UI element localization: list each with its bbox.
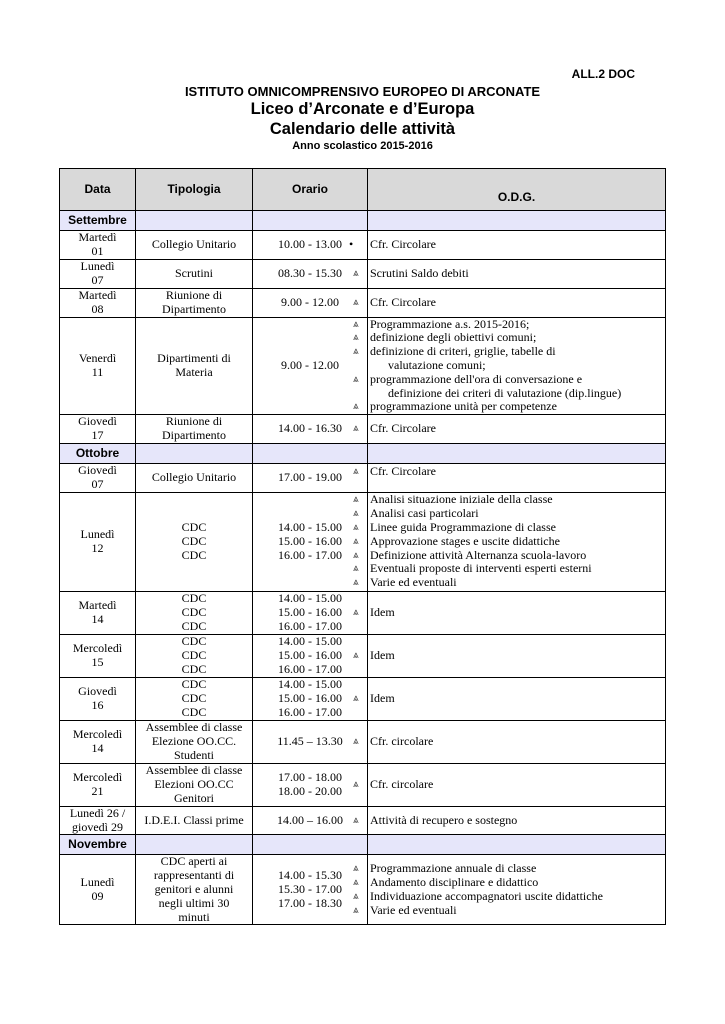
tipologia-cell-line: CDC [181,591,207,606]
odg-cell [353,720,666,763]
bullet-arrow-icon: ⩓ [353,535,359,547]
month-row-cell [368,211,666,231]
month-label: Ottobre [60,444,136,464]
odg-cell [353,763,666,806]
table-row [60,855,666,925]
bullet-arrow-icon: ⩓ [353,494,359,506]
date-cell-line: Martedì [78,597,117,612]
tipologia-cell [136,231,253,260]
tipologia-cell-line: CDC [181,533,207,548]
odg-list [353,604,663,620]
date-cell [60,288,136,317]
odg-item [353,533,663,549]
orario-cell-line: 08.30 - 15.30 [278,265,342,280]
table-row [60,415,666,444]
bullet-arrow-icon: ⩓ [353,332,359,344]
date-cell-line: 08 [91,301,104,316]
date-cell [60,415,136,444]
tipologia-cell-line: CDC [181,604,207,619]
odg-item-text: Cfr. Circolare [370,464,436,479]
odg-item [353,861,663,876]
date-cell-line: 17 [91,428,104,443]
odg-cell [353,855,666,925]
odg-item [353,330,663,345]
odg-item [353,464,663,479]
orario-cell-line: 14.00 - 15.00 [278,591,342,606]
orario-cell [253,288,368,317]
month-label: Settembre [60,211,136,231]
bullet-arrow-icon: ⩓ [353,890,359,902]
date-cell-line: 14 [91,611,104,626]
table-row [60,763,666,806]
date-cell [60,720,136,763]
activities-calendar-table [59,168,666,925]
orario-cell [253,492,368,591]
odg-item-text: Varie ed eventuali [370,575,457,590]
odg-item [353,399,663,414]
odg-item [353,812,663,828]
orario-cell-line: 15.00 - 16.00 [278,647,342,662]
table-row [60,806,666,835]
orario-cell-line: 15.00 - 16.00 [278,533,342,548]
odg-item-text: Attività di recupero e sostegno [370,812,518,827]
date-cell-line: Giovedì [78,414,117,429]
odg-item [353,733,663,749]
odg-item [353,506,663,521]
tipologia-cell-line: CDC [181,618,207,633]
tipologia-cell [136,591,253,634]
bullet-arrow-icon: ⩓ [353,401,359,413]
odg-item-text: Programmazione annuale di classe [370,861,537,876]
odg-cell [353,259,666,288]
date-cell-line: giovedì 29 [72,819,123,834]
orario-cell-line: 16.00 - 17.00 [278,547,342,562]
date-cell [60,317,136,415]
odg-item [353,265,663,281]
table-row [60,677,666,720]
orario-cell-line: 15.00 - 16.00 [278,690,342,705]
tipologia-cell [136,806,253,835]
tipologia-cell-line: I.D.E.I. Classi prime [144,812,244,827]
tipologia-cell-line: CDC [181,677,207,692]
orario-cell [253,806,368,835]
odg-list [353,421,663,436]
odg-item-text: Idem [370,647,395,662]
month-row-cell [368,444,666,464]
date-cell-line: 12 [91,540,104,555]
odg-list [353,776,663,792]
odg-list [353,265,663,281]
table-row [60,634,666,677]
date-cell-line: Mercoledì [72,640,123,655]
date-cell [60,677,136,720]
orario-cell [253,855,368,925]
odg-item [353,371,663,401]
bullet-arrow-icon: ⩓ [353,814,359,826]
tipologia-cell-line: CDC [181,547,207,562]
orario-cell-line: 15.30 - 17.00 [278,881,342,896]
odg-item-text: Cfr. circolare [370,733,434,748]
tipologia-cell-line: rappresentanti di [153,868,235,883]
month-row-cell [368,835,666,855]
orario-cell [253,259,368,288]
bullet-arrow-icon: ⩓ [353,577,359,589]
date-cell-line: Martedì [78,287,117,302]
table-row [60,720,666,763]
odg-item [349,236,663,252]
date-cell-line: 14 [91,740,104,755]
odg-item-text: Varie ed eventuali [370,902,457,917]
odg-item-text: Idem [370,690,395,705]
tipologia-cell [136,259,253,288]
tipologia-cell [136,634,253,677]
odg-cell [353,677,666,720]
date-cell-line: 01 [91,243,104,258]
date-cell [60,591,136,634]
odg-cell [353,492,666,591]
tipologia-cell [136,415,253,444]
tipologia-cell-line: Riunione di [165,287,223,302]
orario-cell [253,634,368,677]
odg-list [349,236,663,252]
odg-item [353,575,663,590]
column-header-orario: Orario [253,169,368,211]
orario-cell [253,591,368,634]
orario-cell-line: 17.00 - 18.00 [278,769,342,784]
tipologia-cell-line: Elezione OO.CC. [151,733,237,748]
table-row [60,288,666,317]
odg-item [353,776,663,792]
date-cell [60,492,136,591]
date-cell [60,231,136,260]
odg-item [353,875,663,890]
odg-item [353,604,663,620]
date-cell-line: Giovedì [78,683,117,698]
bullet-arrow-icon: ⩓ [353,508,359,520]
tipologia-cell-line: Assemblee di classe [145,763,243,778]
odg-cell [353,806,666,835]
odg-item-continuation: definizione dei criteri di valutazione (dip.lingue) [388,385,622,400]
bullet-arrow-icon: ⩓ [353,778,359,790]
tipologia-cell-line: CDC [181,690,207,705]
orario-cell-line: 11.45 – 13.30 [277,733,343,748]
tipologia-cell [136,677,253,720]
bullet-arrow-icon: ⩓ [353,318,359,330]
orario-cell-line: 16.00 - 17.00 [278,661,342,676]
orario-cell-line: 15.00 - 16.00 [278,604,342,619]
odg-item [353,888,663,904]
odg-item-text: Approvazione stages e uscite didattiche [370,533,560,548]
month-row-settembre [60,211,666,231]
odg-item-text: Eventuali proposte di interventi esperti esterni [370,561,592,576]
bullet-arrow-icon: ⩓ [353,735,359,747]
orario-cell-line: 9.00 - 12.00 [281,294,339,309]
orario-cell [253,763,368,806]
bullet-arrow-icon: ⩓ [353,373,359,385]
odg-item-text: Analisi casi particolari [370,506,479,521]
tipologia-cell [136,855,253,925]
orario-cell-line: 14.00 - 15.00 [278,634,342,649]
odg-item [353,647,663,663]
bullet-arrow-icon: ⩓ [353,563,359,575]
date-cell [60,634,136,677]
orario-cell-line: 18.00 - 20.00 [278,783,342,798]
date-cell-line: Martedì [78,230,117,244]
tipologia-cell-line: genitori e alunni [154,881,234,896]
odg-item-text: Linee guida Programmazione di classe [370,520,556,535]
tipologia-cell-line: Collegio Unitario [151,236,237,251]
tipologia-cell-line: Scrutini [175,265,213,280]
date-cell [60,806,136,835]
odg-list [353,733,663,749]
date-cell-line: 09 [91,888,104,903]
odg-item [353,344,663,373]
tipologia-cell-line: negli ultimi 30 [158,895,230,910]
bullet-arrow-icon: ⩓ [353,549,359,561]
odg-item-continuation: valutazione comuni; [388,357,486,372]
bullet-arrow-icon: ⩓ [353,346,359,358]
school-name: Liceo d’Arconate e d’Europa [250,100,475,118]
tipologia-cell-line: Collegio Unitario [151,470,237,485]
table-row [60,492,666,591]
bullet-arrow-icon: ⩓ [353,522,359,534]
orario-cell-line: 10.00 - 13.00 [278,236,342,251]
date-cell-line: 16 [91,697,104,712]
date-cell-line: Lunedì [80,526,115,541]
bullet-arrow-icon: ⩓ [353,606,359,618]
orario-cell-line: 9.00 - 12.00 [281,357,339,372]
odg-item-text: Individuazione accompagnatori uscite didattiche [370,888,603,903]
orario-cell [253,677,368,720]
table-row [60,464,666,493]
tipologia-cell-line: Assemblee di classe [145,720,243,735]
orario-cell-line: 14.00 - 15.00 [278,677,342,692]
month-row-ottobre [60,444,666,464]
orario-cell [253,720,368,763]
bullet-arrow-icon: ⩓ [353,267,359,279]
odg-item [353,492,663,507]
odg-list [353,690,663,706]
month-row-cell [136,444,253,464]
date-cell-line: Mercoledì [72,769,123,784]
column-header-data: Data [60,169,136,211]
date-cell-line: Lunedì [80,258,115,273]
odg-item-text: Programmazione a.s. 2015-2016; [370,316,530,331]
odg-item [353,690,663,706]
bullet-arrow-icon: ⩓ [353,877,359,889]
bullet-arrow-icon: ⩓ [353,904,359,916]
orario-cell-line: 17.00 - 19.00 [278,470,342,485]
tipologia-cell-line: minuti [178,909,210,924]
tipologia-cell [136,464,253,493]
odg-item-text: Andamento disciplinare e didattico [370,875,539,890]
calendar-body [60,211,666,925]
odg-item-text: Cfr. Circolare [370,236,436,251]
odg-item-text: programmazione unità per competenze [370,399,557,414]
orario-cell-line: 14.00 - 15.00 [278,520,342,535]
month-row-cell [136,211,253,231]
odg-list [353,316,663,415]
month-row-cell [253,444,368,464]
odg-item-text: Definizione attività Alternanza scuola-lavoro [370,547,587,562]
table-row [60,317,666,415]
orario-cell-line: 16.00 - 17.00 [278,618,342,633]
month-row-novembre [60,835,666,855]
date-cell-line: Venerdì [78,351,117,366]
odg-cell [353,591,666,634]
date-cell-line: 11 [91,364,104,379]
tipologia-cell [136,492,253,591]
date-cell-line: 21 [91,783,104,798]
month-row-cell [253,211,368,231]
odg-item [353,316,663,332]
odg-list [353,647,663,663]
tipologia-cell-line: Materia [175,364,213,379]
table-header-row [60,169,666,211]
date-cell [60,763,136,806]
odg-item-text: Cfr. Circolare [370,294,436,309]
odg-list [353,812,663,828]
month-row-cell [136,835,253,855]
column-header-tipologia: Tipologia [136,169,253,211]
odg-item-text: definizione di criteri, griglie, tabelle di [370,344,556,359]
bullet-arrow-icon: ⩓ [353,692,359,704]
odg-item-text: Idem [370,604,395,619]
odg-cell [353,634,666,677]
bullet-dot-icon: • [349,236,354,251]
table-row [60,231,666,260]
tipologia-cell-line: CDC aperti ai [160,854,228,869]
date-cell [60,855,136,925]
orario-cell-line: 17.00 - 18.30 [278,895,342,910]
orario-cell-line: 14.00 - 16.30 [278,421,342,436]
odg-item-text: Analisi situazione iniziale della classe [370,492,553,507]
date-cell-line: 07 [91,272,104,287]
odg-cell [353,464,666,493]
bullet-arrow-icon: ⩓ [353,649,359,661]
document-title: Calendario delle attività [269,120,456,138]
odg-item-text: programmazione dell'ora di conversazione e [370,371,583,386]
tipologia-cell-line: Genitori [174,790,214,805]
odg-item-text: Scrutini Saldo debiti [370,265,469,280]
bullet-arrow-icon: ⩓ [353,296,359,308]
tipologia-cell [136,720,253,763]
month-row-cell [253,835,368,855]
tipologia-cell [136,317,253,415]
tipologia-cell-line: Riunione di [165,414,223,429]
institute-name: ISTITUTO OMNICOMPRENSIVO EUROPEO DI ARCONATE [184,84,541,99]
odg-list [353,464,663,479]
tipologia-cell-line: CDC [181,520,207,535]
odg-item [353,520,663,535]
table-row [60,259,666,288]
orario-cell-line: 14.00 - 15.30 [278,868,342,883]
odg-cell [349,231,666,260]
odg-cell [353,316,666,415]
bullet-arrow-icon: ⩓ [353,423,359,435]
date-cell-line: Lunedì [80,875,115,890]
odg-item [353,902,663,918]
odg-item-text: definizione degli obiettivi comuni; [370,330,537,345]
attachment-label: ALL.2 DOC [571,67,635,81]
tipologia-cell-line: Dipartimento [162,301,226,316]
tipologia-cell-line: CDC [181,661,207,676]
orario-cell [253,464,368,493]
date-cell-line: 15 [91,654,104,669]
odg-item [353,547,663,563]
odg-item-text: Cfr. circolare [370,776,434,791]
odg-list [353,861,663,917]
date-cell-line: Mercoledì [72,726,123,741]
tipologia-cell-line: Dipartimenti di [157,351,231,366]
tipologia-cell [136,288,253,317]
orario-cell [253,415,368,444]
column-header-odg: O.D.G. [368,169,666,211]
odg-item [353,561,663,576]
bullet-arrow-icon: ⩓ [353,863,359,875]
date-cell [60,259,136,288]
odg-cell [353,415,666,444]
orario-cell-line: 16.00 - 17.00 [278,704,342,719]
tipologia-cell-line: CDC [181,647,207,662]
tipologia-cell [136,763,253,806]
bullet-arrow-icon: ⩓ [353,466,359,478]
odg-list [353,294,663,310]
orario-cell [253,317,368,415]
odg-item [353,421,663,436]
tipologia-cell-line: Studenti [173,747,214,762]
tipologia-cell-line: Elezioni OO.CC [154,776,234,791]
odg-list [353,492,663,590]
odg-item [353,294,663,310]
odg-cell [353,288,666,317]
date-cell [60,464,136,493]
odg-item-text: Cfr. Circolare [370,421,436,436]
tipologia-cell-line: CDC [181,704,207,719]
date-cell-line: 07 [91,476,104,491]
month-label: Novembre [60,835,136,855]
tipologia-cell-line: CDC [181,634,207,649]
orario-cell-line: 14.00 – 16.00 [277,812,343,827]
date-cell-line: Giovedì [78,463,117,478]
table-row [60,591,666,634]
school-year: Anno scolastico 2015-2016 [292,140,433,152]
date-cell-line: Lunedì 26 / [69,805,126,820]
tipologia-cell-line: Dipartimento [162,428,226,443]
